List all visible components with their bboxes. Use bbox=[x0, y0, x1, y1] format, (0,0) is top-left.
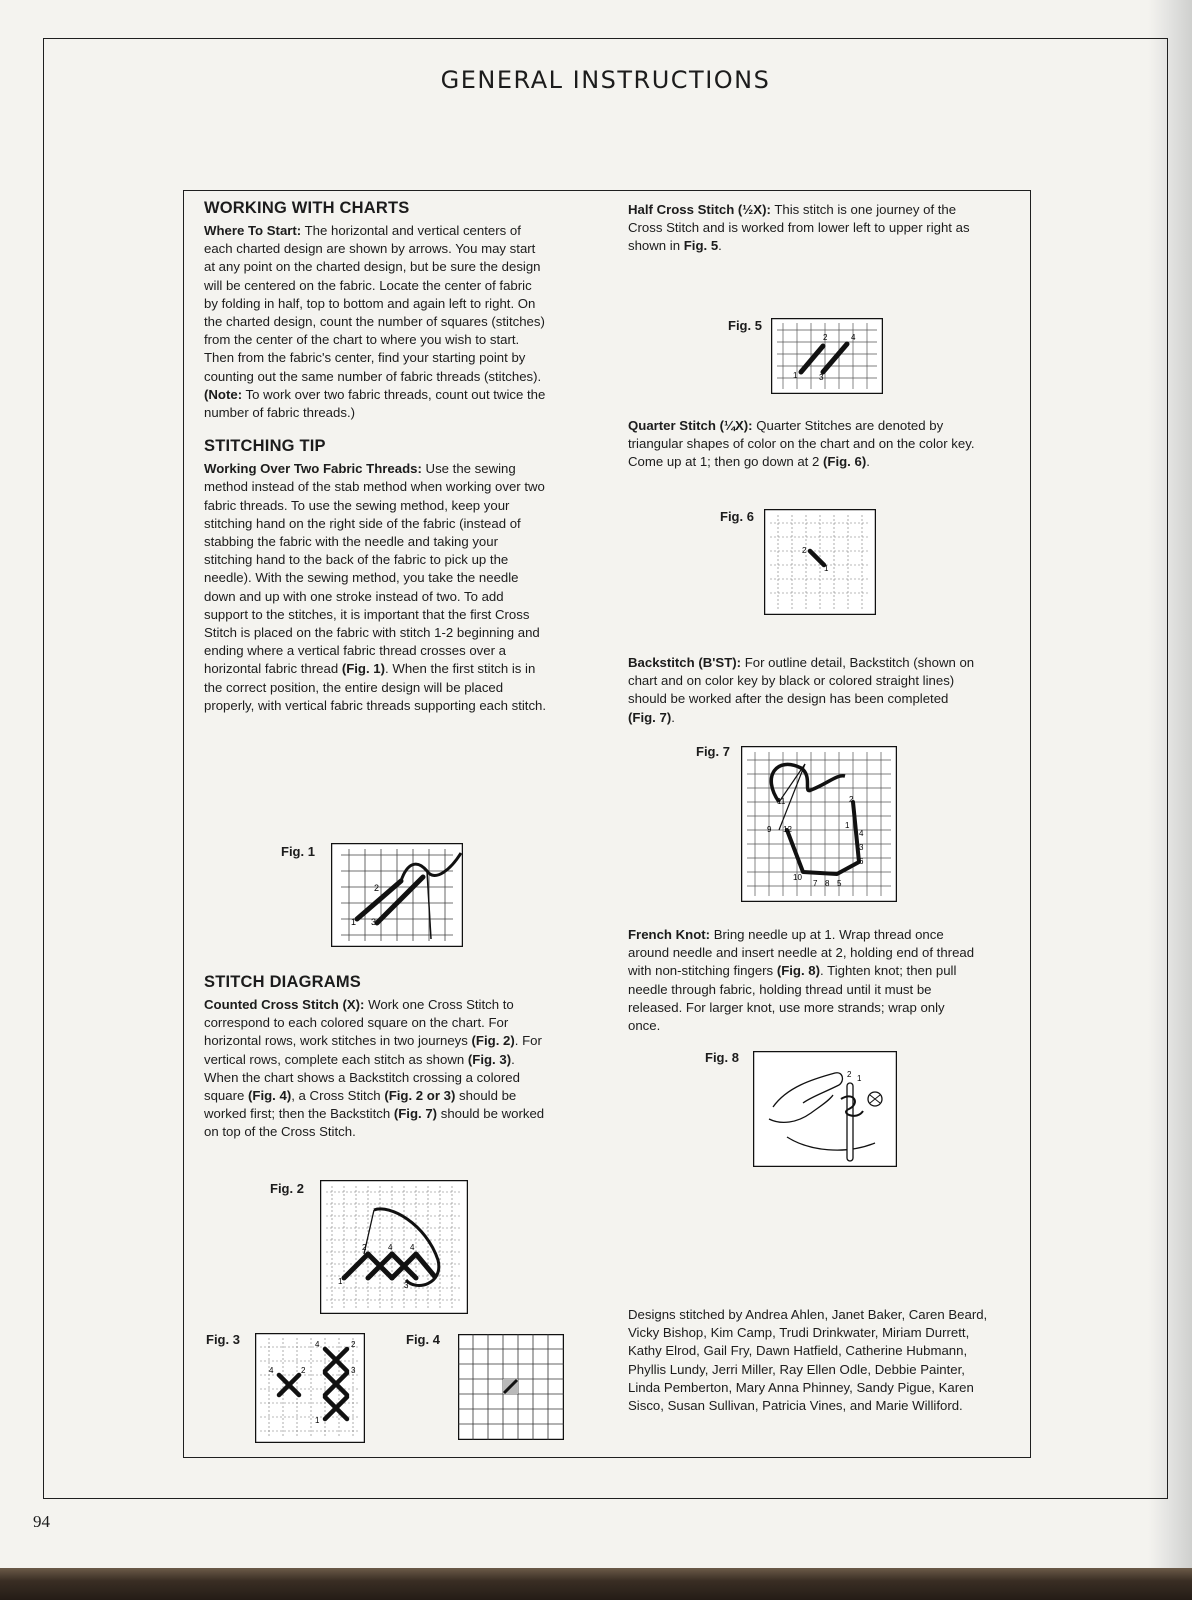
french-knot-section bbox=[628, 926, 980, 1035]
quarter-stitch-paragraph bbox=[628, 417, 976, 472]
note-text: To work over two fabric threads, count out twice the number of fabric threads.) bbox=[204, 386, 546, 421]
paragraph-text: . bbox=[718, 238, 722, 254]
svg-text:10: 10 bbox=[793, 873, 802, 882]
fig8-label: Fig. 8 bbox=[705, 1050, 739, 1065]
bottom-edge-strip bbox=[0, 1568, 1192, 1600]
section-title-stitching-tip: STITCHING TIP bbox=[204, 437, 326, 456]
paragraph-text: Quarter Stitches are denoted by triangular shapes of color on the chart and on the color key. Come up at 1; then go down at 2 bbox=[628, 418, 975, 470]
svg-text:2: 2 bbox=[849, 795, 854, 804]
svg-text:11: 11 bbox=[777, 797, 786, 806]
svg-text:2: 2 bbox=[374, 883, 380, 893]
svg-text:9: 9 bbox=[767, 825, 772, 834]
paragraph-text: This stitch is one journey of the Cross Stitch and is worked from lower left to upper right as shown in bbox=[628, 202, 970, 254]
fig-ref: (Fig. 6) bbox=[823, 454, 867, 470]
svg-text:7: 7 bbox=[813, 879, 818, 888]
fig-ref: (Fig. 3) bbox=[467, 1051, 512, 1067]
fig1-diagram bbox=[331, 843, 463, 947]
counted-cross-stitch-paragraph bbox=[204, 996, 549, 1142]
fig2-label: Fig. 2 bbox=[270, 1181, 304, 1196]
svg-text:4: 4 bbox=[269, 1366, 274, 1375]
svg-text:1: 1 bbox=[857, 1074, 862, 1083]
french-knot-label: French Knot: bbox=[628, 927, 711, 942]
where-to-start-paragraph bbox=[204, 222, 549, 422]
backstitch-label: Backstitch (B'ST): bbox=[628, 655, 742, 670]
half-cross-stitch-paragraph bbox=[628, 201, 976, 256]
paragraph-text: should be worked first; then the Backstitch bbox=[204, 1088, 517, 1122]
where-to-start-label: Where To Start: bbox=[204, 223, 302, 238]
svg-text:8: 8 bbox=[825, 879, 830, 888]
svg-text:3: 3 bbox=[819, 373, 824, 382]
fig-ref: Fig. 5 bbox=[683, 238, 719, 254]
left-column bbox=[204, 199, 549, 715]
svg-text:2: 2 bbox=[362, 1243, 367, 1252]
fig2-diagram bbox=[320, 1180, 468, 1314]
right-column bbox=[628, 201, 976, 256]
paragraph-text: . bbox=[866, 454, 870, 470]
svg-text:4: 4 bbox=[410, 1243, 415, 1252]
fig8-diagram bbox=[753, 1051, 897, 1167]
fig5-diagram bbox=[771, 318, 883, 394]
counted-cross-stitch-label: Counted Cross Stitch (X): bbox=[204, 997, 365, 1012]
fig-ref: (Fig. 2) bbox=[471, 1033, 515, 1049]
instructions-box bbox=[183, 190, 1031, 1458]
stitching-tip-label: Working Over Two Fabric Threads: bbox=[204, 461, 422, 477]
svg-text:2: 2 bbox=[301, 1366, 306, 1375]
fig4-diagram bbox=[458, 1334, 564, 1440]
stitching-tip-paragraph bbox=[204, 460, 549, 715]
paragraph-text: , a Cross Stitch bbox=[291, 1088, 385, 1104]
stitching-tip-text: . When the first stitch is in the correct position, the entire design will be placed properly, with vertical fabric threads supporting each stitch. bbox=[204, 661, 547, 713]
note-label: (Note: bbox=[204, 386, 243, 402]
svg-text:1: 1 bbox=[824, 564, 829, 573]
page-title: GENERAL INSTRUCTIONS bbox=[440, 66, 771, 94]
section-title-working-with-charts: WORKING WITH CHARTS bbox=[204, 199, 410, 217]
paragraph-text: . For vertical rows, complete each stitch as shown bbox=[204, 1033, 542, 1067]
svg-text:4: 4 bbox=[859, 829, 864, 838]
fig-ref: (Fig. 1) bbox=[341, 661, 386, 677]
fig-ref: (Fig. 2 or 3) bbox=[384, 1088, 456, 1104]
fig6-diagram bbox=[764, 509, 876, 615]
svg-text:12: 12 bbox=[783, 825, 792, 834]
fig7-label: Fig. 7 bbox=[696, 744, 730, 759]
backstitch-section bbox=[628, 654, 976, 727]
page-frame bbox=[43, 38, 1168, 1499]
paragraph-text: . bbox=[671, 709, 675, 725]
paragraph-text: . Tighten knot; then pull needle through fabric, holding thread until it must be released. For larger knot, use more strands; wrap only once. bbox=[628, 963, 957, 1034]
credits-section bbox=[628, 1306, 988, 1415]
svg-text:2: 2 bbox=[802, 546, 807, 555]
backstitch-paragraph bbox=[628, 654, 976, 727]
svg-text:1: 1 bbox=[338, 1277, 343, 1286]
page-number: 94 bbox=[33, 1512, 50, 1531]
french-knot-paragraph bbox=[628, 926, 980, 1035]
svg-text:2: 2 bbox=[847, 1070, 852, 1079]
fig3-label: Fig. 3 bbox=[206, 1332, 240, 1347]
svg-text:4: 4 bbox=[851, 333, 856, 342]
svg-text:3: 3 bbox=[404, 1281, 409, 1290]
fig3-diagram bbox=[255, 1333, 365, 1443]
fig1-label: Fig. 1 bbox=[281, 844, 315, 859]
svg-text:1: 1 bbox=[315, 1416, 320, 1425]
paragraph-text: should be worked on top of the Cross Stitch. bbox=[204, 1106, 545, 1140]
svg-text:1: 1 bbox=[351, 917, 357, 927]
svg-text:4: 4 bbox=[315, 1340, 320, 1349]
svg-text:1: 1 bbox=[845, 821, 850, 830]
fig4-label: Fig. 4 bbox=[406, 1332, 440, 1347]
svg-text:4: 4 bbox=[388, 1243, 393, 1252]
half-cross-stitch-label: Half Cross Stitch (½X): bbox=[628, 202, 771, 217]
paragraph-text: . When the chart shows a Backstitch crossing a colored square bbox=[204, 1051, 520, 1104]
paragraph-text: Work one Cross Stitch to correspond to each colored square on the chart. For horizontal rows, work stitches in two journeys bbox=[204, 997, 514, 1049]
svg-text:2: 2 bbox=[823, 333, 828, 342]
fig7-diagram bbox=[741, 746, 897, 902]
stitch-diagrams-section bbox=[204, 973, 549, 1142]
fig-ref: (Fig. 7) bbox=[628, 709, 672, 725]
fig-ref: (Fig. 8) bbox=[776, 963, 821, 979]
fig5-label: Fig. 5 bbox=[728, 318, 762, 333]
quarter-stitch-section bbox=[628, 417, 976, 472]
where-to-start-text: The horizontal and vertical centers of each charted design are shown by arrows. You may start at any point on the charted design, but be sure the design will be centered on the fabric. Locate the center of fabric by folding in half, top to bottom and again left to right. On the charted design, count the number of squares (stitches) from the center of the chart to where you wish to start. Then from the fabric's center, find your starting point by counting out the same number of fabric threads (stitches). bbox=[204, 223, 545, 384]
section-title-stitch-diagrams: STITCH DIAGRAMS bbox=[204, 973, 361, 991]
svg-text:1: 1 bbox=[793, 371, 798, 380]
credits-paragraph: Designs stitched by Andrea Ahlen, Janet Baker, Caren Beard, Vicky Bishop, Kim Camp, Trudi Drinkwater, Miriam Durrett, Kathy Elrod, Gail Fry, Dawn Hatfield, Catherine Hubmann, Phyllis Lundy, Jerri Miller, Ray Ellen Odle, Debbie Painter, Linda Pemberton, Mary Anna Phinney, Sandy Pigue, Karen Sisco, Susan Sullivan, Patricia Vines, and Marie Williford. bbox=[628, 1307, 988, 1414]
svg-text:2: 2 bbox=[351, 1340, 356, 1349]
svg-text:5: 5 bbox=[837, 879, 842, 888]
paragraph-text: For outline detail, Backstitch (shown on chart and on color key by black or colored straight lines) should be worked after the design has been completed bbox=[628, 655, 975, 707]
fig6-label: Fig. 6 bbox=[720, 509, 754, 524]
svg-text:6: 6 bbox=[859, 857, 864, 866]
svg-text:3: 3 bbox=[371, 917, 377, 927]
stitching-tip-text: Use the sewing method instead of the stab method when working over two fabric threads. To use the sewing method, keep your stitching hand on the right side of the fabric (instead of stabbing the fabric with the needle and taking your stitching hand to the back of the fabric to pick up the needle). With the sewing method, you take the needle down and up with one stroke instead of two. To add support to the stitches, it is important that the first Cross Stitch is placed on the fabric with stitch 1-2 beginning and ending where a vertical fabric thread crosses over a horizontal fabric thread bbox=[204, 461, 545, 677]
quarter-stitch-label: Quarter Stitch (¼X): bbox=[628, 418, 753, 433]
fig-ref: (Fig. 7) bbox=[393, 1106, 438, 1122]
svg-text:3: 3 bbox=[859, 843, 864, 852]
paragraph-text: Bring needle up at 1. Wrap thread once around needle and insert needle at 2, holding end of thread with non-stitching fingers bbox=[628, 927, 975, 979]
fig-ref: (Fig. 4) bbox=[248, 1088, 292, 1104]
svg-text:3: 3 bbox=[351, 1366, 356, 1375]
